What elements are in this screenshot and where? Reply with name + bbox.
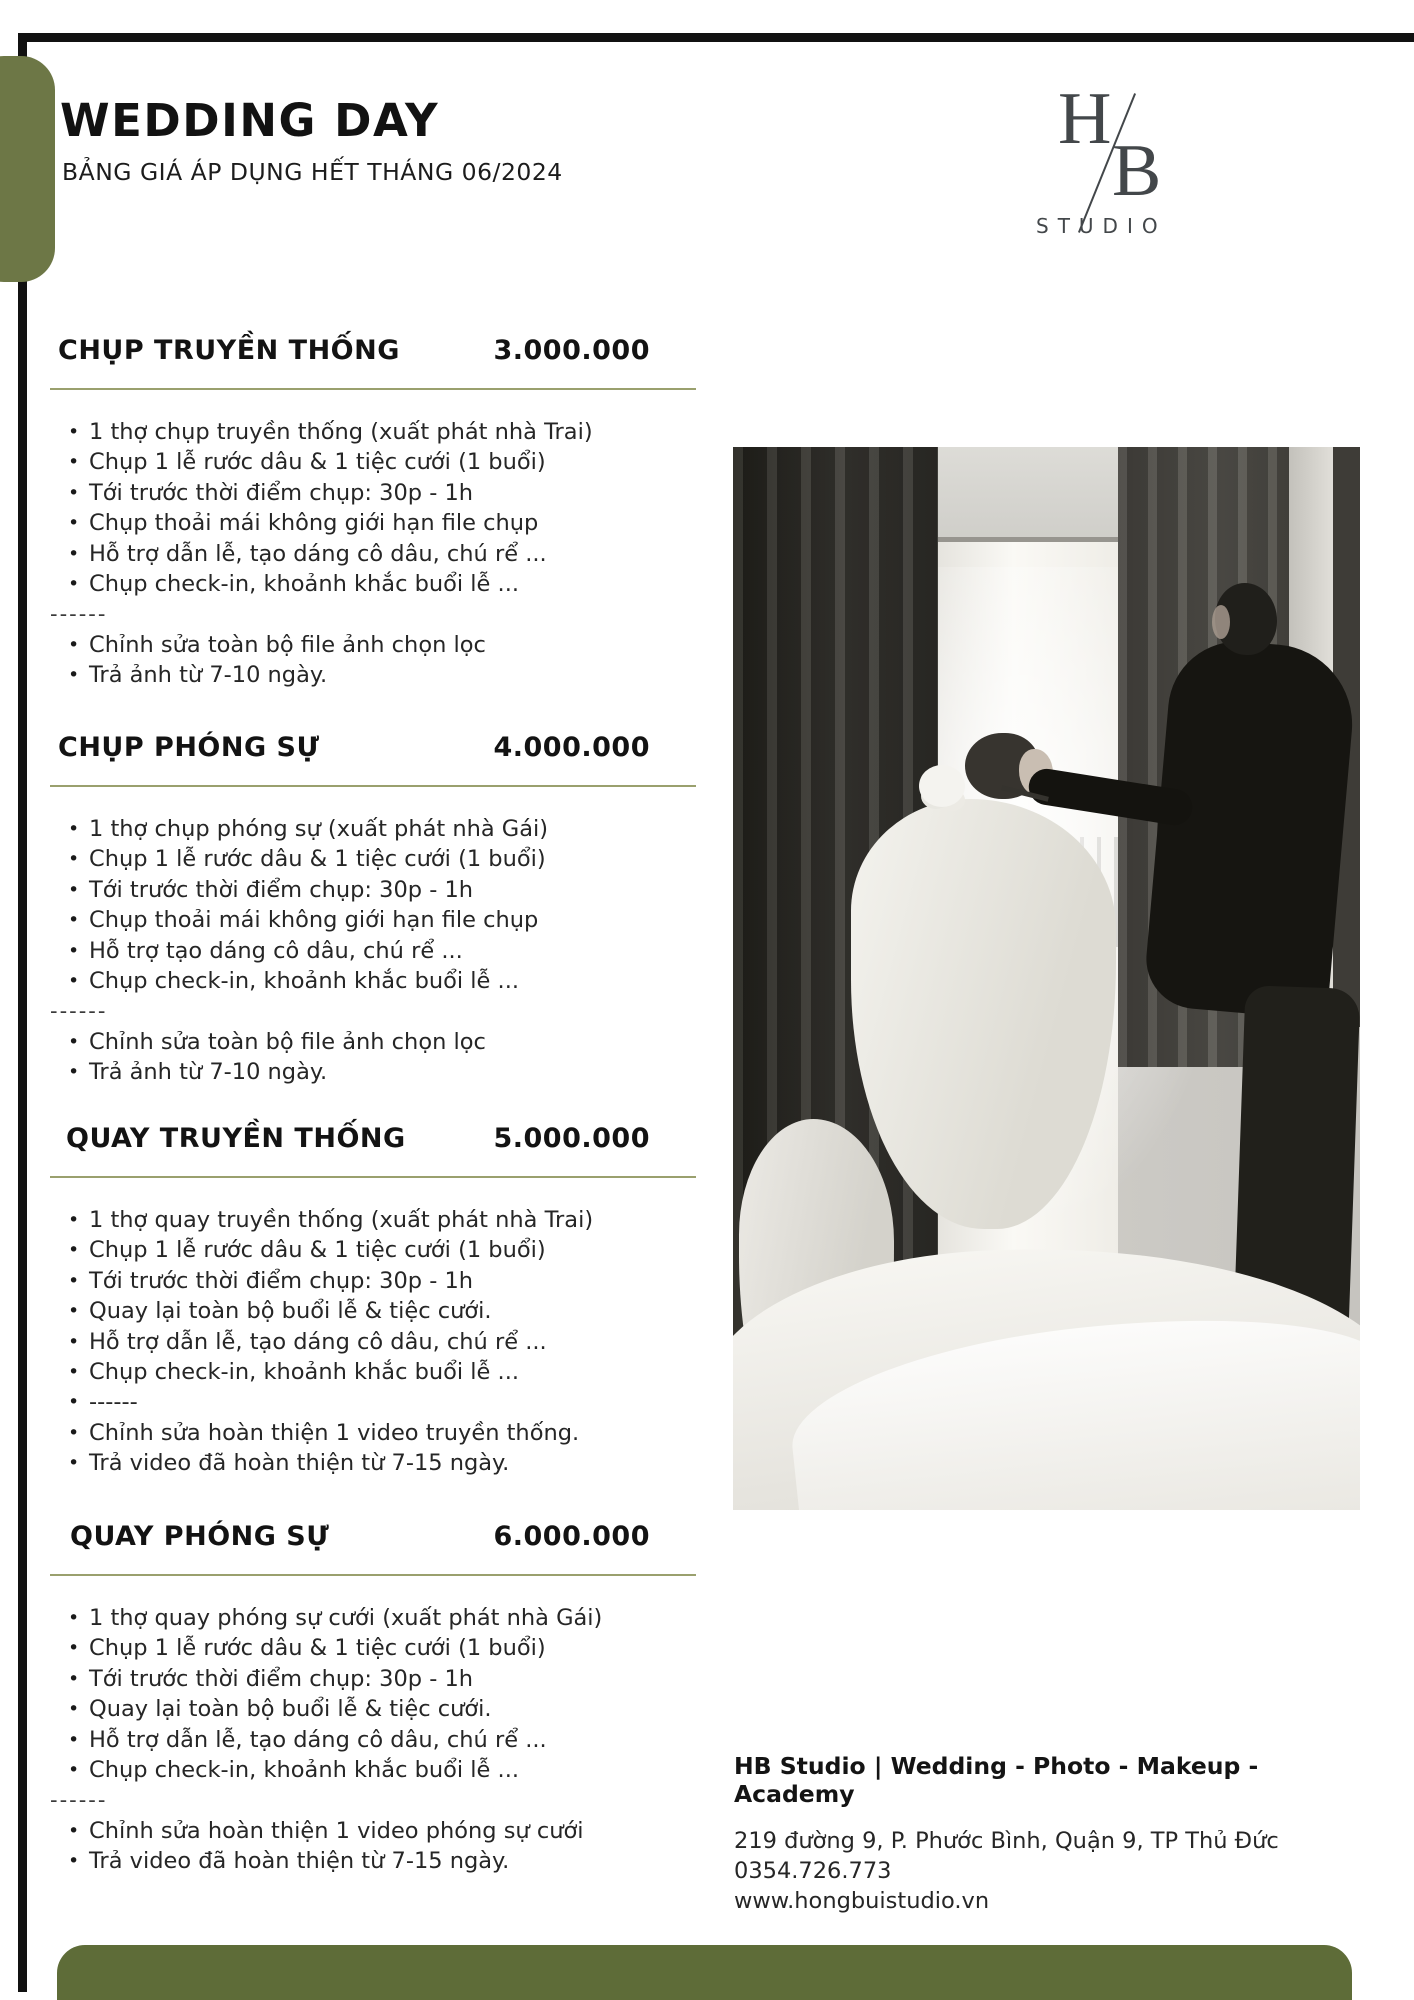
list-item: • Chụp thoải mái không giới hạn file chụp [68,508,760,538]
section-quay-truyen-thong [0,1122,760,1479]
list-item: • 1 thợ quay phóng sự cưới (xuất phát nhà Gái) [68,1603,760,1633]
logo-wordmark: STUDIO [1036,214,1167,238]
list-item: • Trả ảnh từ 7-10 ngày. [68,1057,760,1087]
list-item: • Tới trước thời điểm chụp: 30p - 1h [68,478,760,508]
footer-address: 219 đường 9, P. Phước Bình, Quận 9, TP Thủ Đức [734,1828,1279,1854]
photo-hair-flower [919,765,965,807]
list-item: • Trả ảnh từ 7-10 ngày. [68,660,760,690]
list-item: • Hỗ trợ dẫn lễ, tạo dáng cô dâu, chú rể ... [68,539,760,569]
dash-separator-bulleted: • ------ [68,1387,760,1417]
list-item: • Quay lại toàn bộ buổi lễ & tiệc cưới. [68,1694,760,1724]
dash-separator: ------ [50,1788,108,1813]
section-chup-truyen-thong [0,334,760,691]
list-item: • Trả video đã hoàn thiện từ 7-15 ngày. [68,1448,760,1478]
list-item: • Chụp check-in, khoảnh khắc buổi lễ ... [68,569,760,599]
olive-accent-tab [0,56,55,282]
section-title: CHỤP TRUYỀN THỐNG [58,335,400,366]
list-item: • 1 thợ chụp phóng sự (xuất phát nhà Gái) [68,814,760,844]
list-item: • Quay lại toàn bộ buổi lễ & tiệc cưới. [68,1296,760,1326]
footer-phone: 0354.726.773 [734,1858,892,1884]
list-item: • Tới trước thời điểm chụp: 30p - 1h [68,1266,760,1296]
list-item: • Chụp 1 lễ rước dâu & 1 tiệc cưới (1 buổi) [68,1633,760,1663]
olive-bottom-bar [57,1945,1352,2000]
list-item: • Tới trước thời điểm chụp: 30p - 1h [68,1664,760,1694]
footer-website: www.hongbuistudio.vn [734,1888,990,1914]
list-item: • Chụp check-in, khoảnh khắc buổi lễ ... [68,1755,760,1785]
page-subtitle: BẢNG GIÁ ÁP DỤNG HẾT THÁNG 06/2024 [62,158,563,186]
hb-studio-logo [1020,76,1200,246]
section-title: CHỤP PHÓNG SỰ [58,732,320,763]
section-quay-phong-su [0,1520,760,1877]
section-divider-line [50,1176,696,1178]
section-price: 4.000.000 [493,732,650,763]
list-item: • Chỉnh sửa hoàn thiện 1 video truyền thống. [68,1418,760,1448]
section-price: 5.000.000 [493,1123,650,1154]
dash-separator: ------ [50,999,108,1024]
section-price: 3.000.000 [493,335,650,366]
list-item: • Chụp 1 lễ rước dâu & 1 tiệc cưới (1 buổi) [68,447,760,477]
dash-separator: ------ [50,602,108,627]
list-item: • Chụp check-in, khoảnh khắc buổi lễ ... [68,1357,760,1387]
list-item: • Chỉnh sửa toàn bộ file ảnh chọn lọc [68,630,760,660]
list-item: • Chụp 1 lễ rước dâu & 1 tiệc cưới (1 buổi) [68,1235,760,1265]
list-item: • Hỗ trợ tạo dáng cô dâu, chú rể ... [68,936,760,966]
list-item: • Hỗ trợ dẫn lễ, tạo dáng cô dâu, chú rể ... [68,1725,760,1755]
section-divider-line [50,785,696,787]
list-item: • 1 thợ chụp truyền thống (xuất phát nhà Trai) [68,417,760,447]
footer [734,1752,1374,1916]
list-item: • 1 thợ quay truyền thống (xuất phát nhà Trai) [68,1205,760,1235]
list-item: • Tới trước thời điểm chụp: 30p - 1h [68,875,760,905]
list-item: • Chỉnh sửa hoàn thiện 1 video phóng sự cưới [68,1816,760,1846]
section-divider-line [50,388,696,390]
photo-makeup-artist-face [1212,605,1230,639]
photo-makeup-artist-body [1142,636,1359,1021]
page-title: WEDDING DAY [60,94,440,147]
footer-studio-line: HB Studio | Wedding - Photo - Makeup - Academy [734,1752,1259,1808]
list-item: • Chụp check-in, khoảnh khắc buổi lễ ... [68,966,760,996]
section-title: QUAY PHÓNG SỰ [70,1521,330,1552]
section-price: 6.000.000 [493,1521,650,1552]
top-border-line [22,33,1414,42]
list-item: • Chụp thoải mái không giới hạn file chụp [68,905,760,935]
section-divider-line [50,1574,696,1576]
list-item: • Hỗ trợ dẫn lễ, tạo dáng cô dâu, chú rể ... [68,1327,760,1357]
wedding-photo [733,447,1360,1510]
section-chup-phong-su [0,731,760,1088]
list-item: • Trả video đã hoàn thiện từ 7-15 ngày. [68,1846,760,1876]
section-title: QUAY TRUYỀN THỐNG [66,1123,406,1154]
logo-letter-h: H [1058,78,1112,160]
logo-letter-b: B [1112,130,1162,212]
list-item: • Chỉnh sửa toàn bộ file ảnh chọn lọc [68,1027,760,1057]
list-item: • Chụp 1 lễ rước dâu & 1 tiệc cưới (1 buổi) [68,844,760,874]
